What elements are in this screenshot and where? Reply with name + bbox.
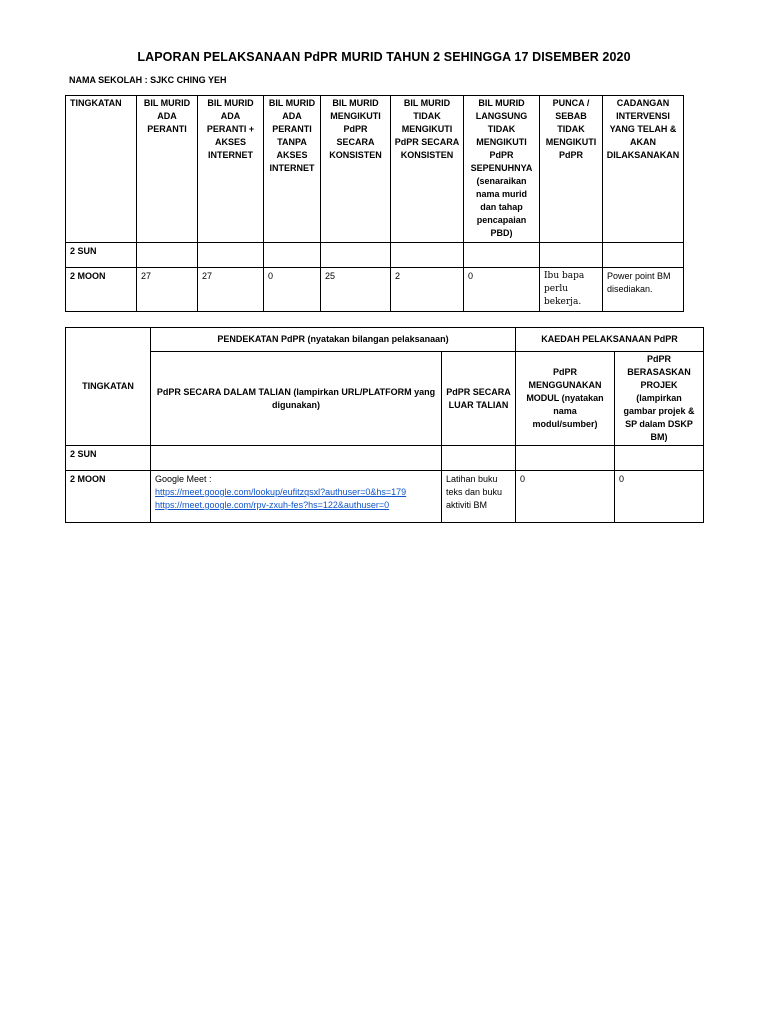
table-cell: [464, 243, 540, 268]
header-modul: PdPR MENGGUNAKAN MODUL (nyatakan nama modul/sumber): [516, 352, 615, 446]
table-cell: 2: [391, 268, 464, 312]
row-label-2-sun: 2 SUN: [66, 446, 151, 471]
header-luar-talian: PdPR SECARA LUAR TALIAN: [442, 352, 516, 446]
table-cell: [603, 243, 684, 268]
table-cell: 27: [137, 268, 198, 312]
table-cell: Latihan buku teks dan buku aktiviti BM: [442, 471, 516, 523]
table-cell: [391, 243, 464, 268]
school-name: NAMA SEKOLAH : SJKC CHING YEH: [69, 75, 227, 85]
page-title: LAPORAN PELAKSANAAN PdPR MURID TAHUN 2 SEHINGGA 17 DISEMBER 2020: [137, 50, 631, 64]
header-tingkatan: TINGKATAN: [66, 96, 137, 243]
header-cadangan-intervensi: CADANGAN INTERVENSI YANG TELAH & AKAN DILAKSANAKAN: [603, 96, 684, 243]
google-meet-link-1[interactable]: https://meet.google.com/lookup/eufitzqsxl?authuser=0&hs=179: [155, 487, 407, 497]
table-cell: [516, 446, 615, 471]
row-label-2-moon: 2 MOON: [66, 471, 151, 523]
header-bil-murid-ada-peranti: BIL MURID ADA PERANTI: [137, 96, 198, 243]
table-cell: [137, 243, 198, 268]
header-bil-murid-tidak-mengikuti: BIL MURID LANGSUNG TIDAK MENGIKUTI PdPR SEPENUHNYA (senaraikan nama murid dan tahap pencapaian PBD): [464, 96, 540, 243]
table-row: [66, 268, 684, 312]
table-cell: 0: [516, 471, 615, 523]
pdpr-method-table: [65, 327, 704, 523]
row-label-2-sun: 2 SUN: [66, 243, 137, 268]
dalam-talian-cell: [151, 471, 442, 523]
google-meet-link-2[interactable]: https://meet.google.com/rpv-zxuh-fes?hs=122&authuser=0: [155, 500, 390, 510]
table-cell: [442, 446, 516, 471]
header-projek: PdPR BERASASKAN PROJEK (lampirkan gambar projek & SP dalam DSKP BM): [615, 352, 704, 446]
header-punca-sebab: PUNCA / SEBAB TIDAK MENGIKUTI PdPR: [540, 96, 603, 243]
table-cell: 0: [264, 268, 321, 312]
header-bil-murid-konsisten: BIL MURID MENGIKUTI PdPR SECARA KONSISTEN: [321, 96, 391, 243]
platform-label: Google Meet :: [155, 474, 212, 484]
header-bil-murid-tidak-konsisten: BIL MURID TIDAK MENGIKUTI PdPR SECARA KONSISTEN: [391, 96, 464, 243]
row-label-2-moon: 2 MOON: [66, 268, 137, 312]
table-cell: [198, 243, 264, 268]
table-cell: 0: [464, 268, 540, 312]
table-cell: 27: [198, 268, 264, 312]
header-bil-murid-tanpa-akses: BIL MURID ADA PERANTI TANPA AKSES INTERNET: [264, 96, 321, 243]
pdpr-summary-table: [65, 95, 684, 312]
header-tingkatan: TINGKATAN: [66, 328, 151, 446]
table-cell: 0: [615, 471, 704, 523]
table-cell: [321, 243, 391, 268]
table-cell: [264, 243, 321, 268]
table-cell: [540, 243, 603, 268]
header-pendekatan-pdpr: PENDEKATAN PdPR (nyatakan bilangan pelaksanaan): [151, 328, 516, 352]
punca-handwritten-cell: Ibu bapa perlu bekerja.: [540, 268, 603, 312]
table-cell: [615, 446, 704, 471]
table-row: [66, 471, 704, 523]
header-bil-murid-peranti-akses: BIL MURID ADA PERANTI + AKSES INTERNET: [198, 96, 264, 243]
table-cell: Power point BM disediakan.: [603, 268, 684, 312]
table-cell: 25: [321, 268, 391, 312]
header-dalam-talian: PdPR SECARA DALAM TALIAN (lampirkan URL/PLATFORM yang digunakan): [151, 352, 442, 446]
table-row: [66, 446, 704, 471]
table-cell: [151, 446, 442, 471]
table-row: [66, 243, 684, 268]
header-kaedah-pelaksanaan: KAEDAH PELAKSANAAN PdPR: [516, 328, 704, 352]
